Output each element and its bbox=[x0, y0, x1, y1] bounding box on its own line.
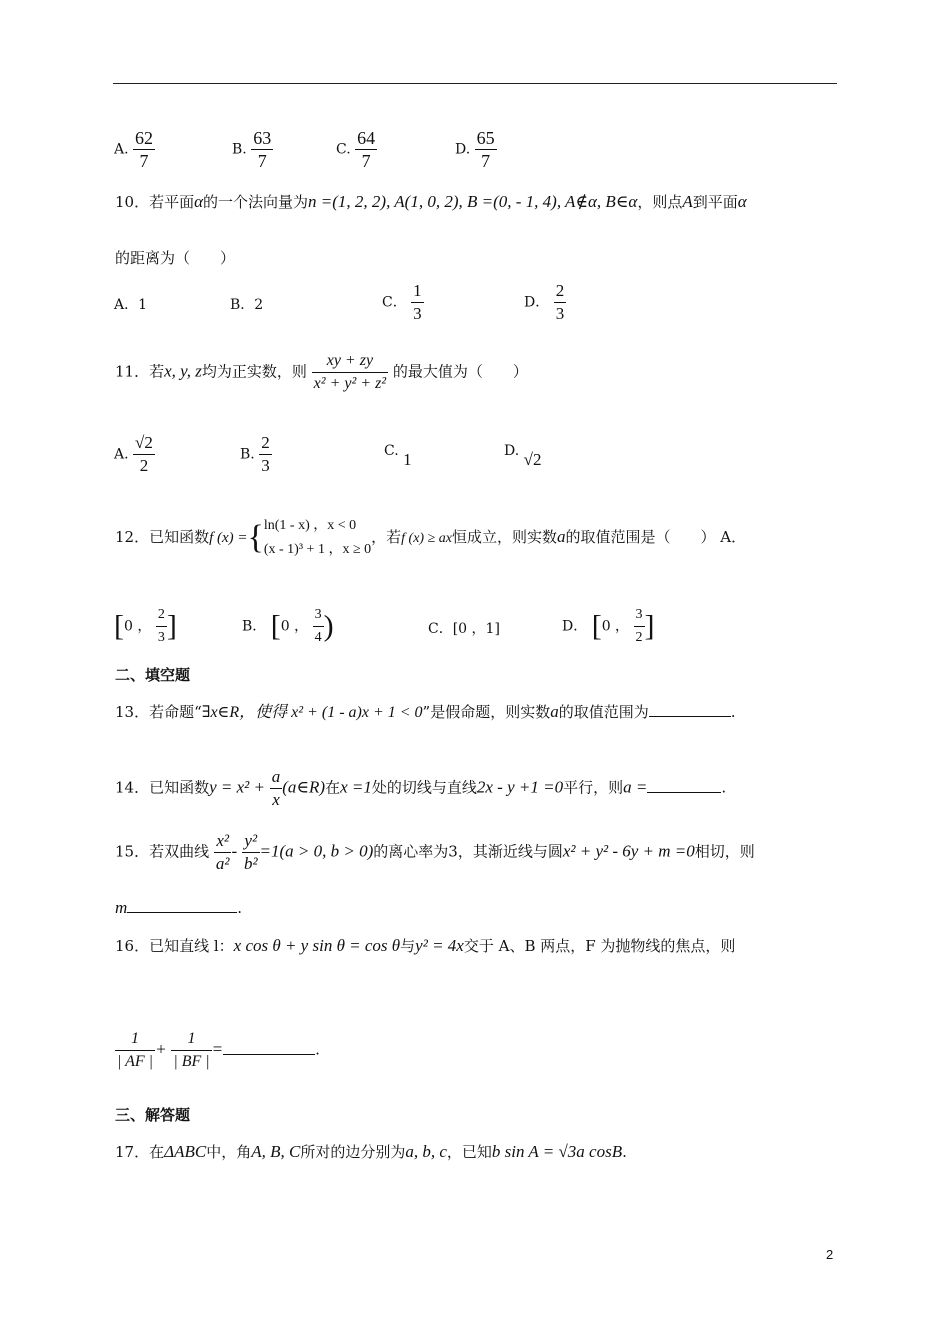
q9-option-c[interactable]: C. $\frac{64}{7}$ bbox=[336, 128, 376, 171]
q9-option-a[interactable]: A. $\frac{62}{7}$ bbox=[114, 128, 154, 171]
q12-option-d-fraction: $\frac{3}{2}$ bbox=[634, 604, 645, 649]
q15-fraction-x: $\frac{\text{x²}}{\text{a²}}$ bbox=[215, 831, 230, 873]
q14-answer-blank[interactable] bbox=[647, 778, 721, 793]
q9-option-a-fraction: $\frac{62}{7}$ bbox=[135, 128, 154, 171]
q12-option-b[interactable]: B． [0 ， $\frac{3}{4}$ ) bbox=[242, 604, 334, 649]
q10-option-a[interactable]: A．1 bbox=[114, 297, 148, 313]
q10-option-c[interactable]: C． $\frac{1}{3}$ bbox=[382, 281, 422, 323]
header-rule bbox=[113, 83, 837, 84]
q9-option-d[interactable]: D. $\frac{65}{7}$ bbox=[455, 128, 495, 171]
q15-fraction-y: $\frac{\text{y²}}{\text{b²}}$ bbox=[243, 831, 258, 873]
q12-option-a-fraction: $\frac{2}{3}$ bbox=[156, 604, 167, 649]
q17-stem: 17．在ΔABC中，角A, B, C所对的边分别为a, b, c，已知b sin A = √3a cosB. bbox=[115, 1142, 627, 1161]
q15-answer-blank[interactable] bbox=[127, 898, 237, 913]
q9-option-c-fraction: $\frac{64}{7}$ bbox=[357, 128, 376, 171]
q12-piecewise: ln(1 - x) ，x < 0 (x - 1)³ + 1 ，x ≥ 0 bbox=[263, 518, 372, 557]
q15-answer-line: m . bbox=[115, 898, 243, 917]
q10-option-d[interactable]: D． $\frac{2}{3}$ bbox=[524, 281, 565, 323]
q10-option-c-fraction: $\frac{1}{3}$ bbox=[413, 281, 422, 323]
q9-option-b-fraction: $\frac{63}{7}$ bbox=[253, 128, 272, 171]
q12-option-c[interactable]: C．[0 ，1] bbox=[428, 621, 500, 637]
section-heading-fill-in: 二、填空题 bbox=[115, 666, 191, 684]
q11-option-a[interactable]: A. $\frac{√2}{2}$ bbox=[114, 433, 153, 475]
q13-answer-blank[interactable] bbox=[649, 702, 731, 717]
q11-option-b[interactable]: B. $\frac{2}{3}$ bbox=[240, 433, 270, 475]
q9-option-d-fraction: $\frac{65}{7}$ bbox=[476, 128, 495, 171]
q11-option-b-fraction: $\frac{2}{3}$ bbox=[261, 433, 270, 475]
q12-stem: 12．已知函数f (x) ={ ln(1 - x) ，x < 0 (x - 1)³ + 1 ，x ≥ 0 ，若f (x) ≥ ax恒成立，则实数a的取值范围是（ ） A． bbox=[115, 514, 746, 562]
q11-fraction: $\frac{xy + zy}{\text{x² + y² + z²}}$ bbox=[313, 352, 387, 392]
q16-fraction-af: $\frac{1}{| AF |}$ bbox=[117, 1030, 154, 1070]
q16-answer-line: $\frac{1}{| AF |}$ + $\frac{1}{| BF |}$ = . bbox=[115, 1028, 320, 1073]
q10-option-d-fraction: $\frac{2}{3}$ bbox=[555, 281, 565, 323]
q13-stem: 13．若命题“∃x∈R，使得 x² + (1 - a)x + 1 < 0”是假命题，则实数a的取值范围为 . bbox=[115, 702, 736, 721]
q16-fraction-bf: $\frac{1}{| BF |}$ bbox=[173, 1030, 210, 1070]
q12-option-a[interactable]: [0 ， $\frac{2}{3}$ ] bbox=[114, 604, 177, 649]
q12-option-d[interactable]: D． [0 ， $\frac{3}{2}$ ] bbox=[562, 604, 655, 649]
q11-option-a-fraction: $\frac{√2}{2}$ bbox=[135, 433, 153, 475]
q14-stem: 14．已知函数y = x² + $\frac{a}{x}$ (a∈R)在x =1处的切线与直线2x - y +1 =0平行，则a = . bbox=[115, 767, 727, 809]
q16-stem: 16．已知直线 l：x cos θ + y sin θ = cos θ与y² = 4x交于 A、B 两点，F 为抛物线的焦点，则 bbox=[115, 936, 736, 955]
q10-option-b[interactable]: B．2 bbox=[230, 297, 264, 313]
q11-option-d[interactable]: D. √2 bbox=[504, 443, 542, 469]
section-heading-solutions: 三、解答题 bbox=[115, 1106, 191, 1124]
q10-stem-line2: 的距离为（ ） bbox=[115, 249, 236, 267]
q12-option-b-fraction: $\frac{3}{4}$ bbox=[313, 604, 324, 649]
q15-stem: 15．若双曲线 $\frac{\text{x²}}{\text{a²}}$ - $\frac{\text{y²}}{\text{b²}}$ =1(a > 0, b > 0)的离心率为3，其渐近线与圆x² + y² - 6y + m =0相切，则 bbox=[115, 831, 755, 873]
q10-stem: 10．若平面α的一个法向量为n =(1, 2, 2), A(1, 0, 2), B =(0, - 1, 4), A∉α, B∈α，则点A到平面α bbox=[115, 192, 747, 211]
q16-answer-blank[interactable] bbox=[223, 1040, 315, 1055]
q11-stem: 11．若x, y, z均为正实数，则 $\frac{xy + zy}{\text{x² + y² + z²}}$ 的最大值为（ ） bbox=[115, 350, 528, 395]
q11-option-c[interactable]: C. 1 bbox=[384, 443, 412, 469]
q14-fraction: $\frac{a}{x}$ bbox=[271, 767, 281, 809]
page-number: 2 bbox=[826, 1247, 834, 1262]
q9-option-b[interactable]: B. $\frac{63}{7}$ bbox=[232, 128, 272, 171]
